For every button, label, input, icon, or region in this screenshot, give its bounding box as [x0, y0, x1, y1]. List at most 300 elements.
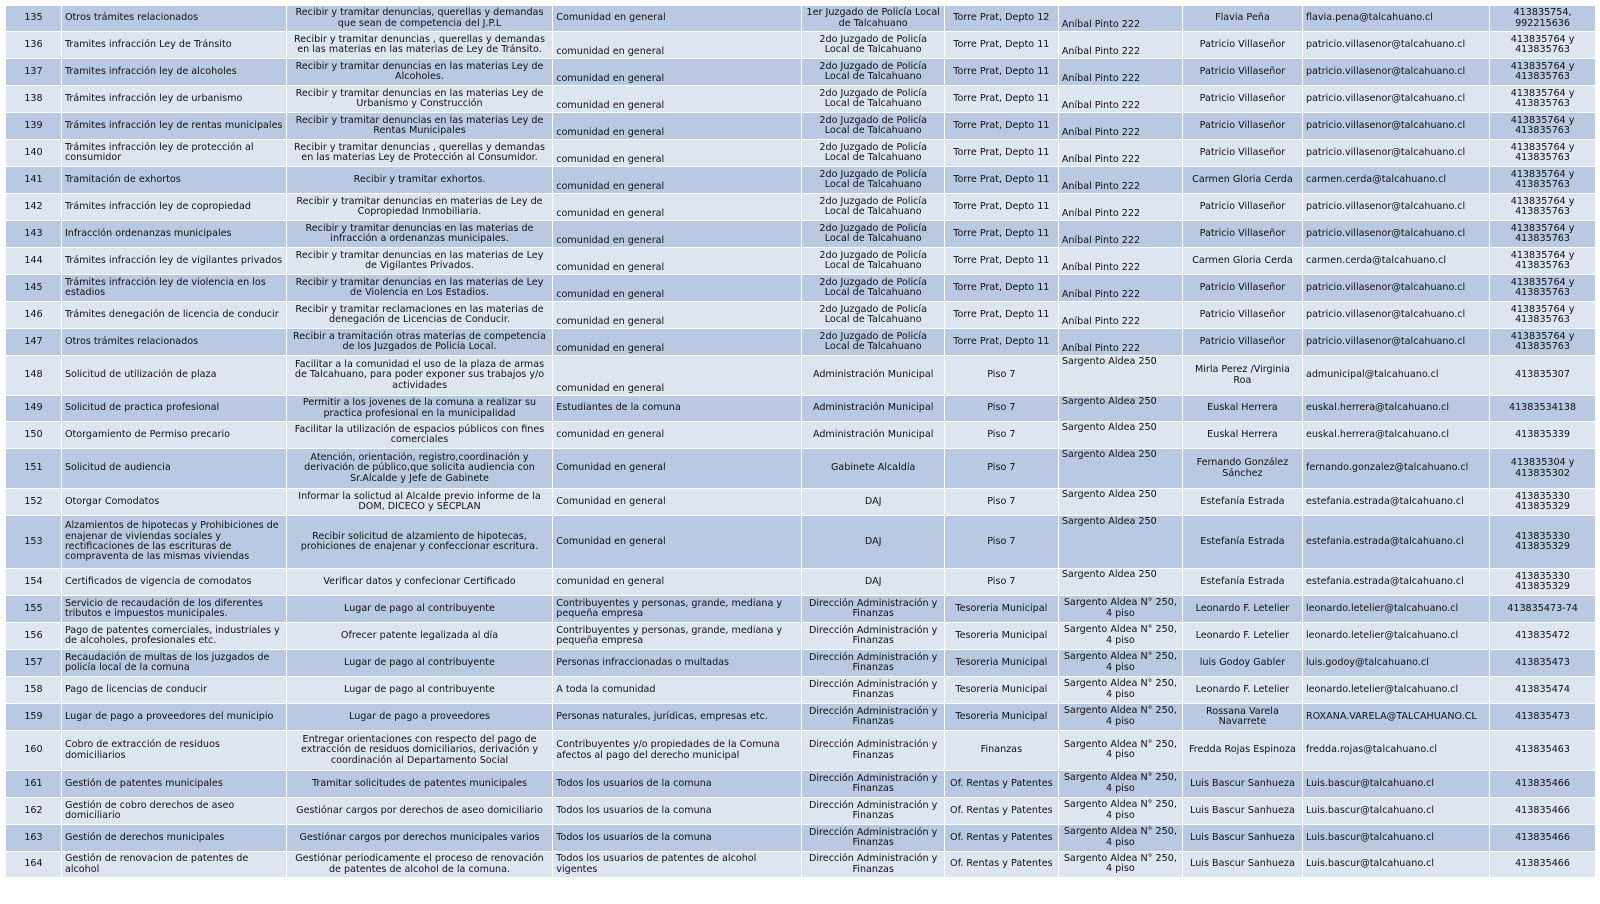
table-row	[6, 852, 1596, 878]
table-row	[6, 650, 1596, 677]
table-row	[6, 194, 1596, 221]
cell-row-number: 163	[6, 825, 62, 852]
cell-target-audience: comunidad en general	[553, 422, 802, 449]
cell-contact-email: patricio.villasenor@talcahuano.cl	[1302, 275, 1489, 302]
cell-contact-phone: 413835474	[1490, 677, 1596, 704]
cell-responsible-unit: DAJ	[802, 489, 944, 516]
cell-responsible-unit: 2do Juzgado de Policía Local de Talcahuano	[802, 329, 944, 356]
cell-target-audience: comunidad en general	[553, 194, 802, 221]
cell-contact-person: Flavia Peña	[1182, 6, 1302, 32]
table-row	[6, 516, 1596, 569]
cell-address: Sargento Aldea N° 250, 4 piso	[1058, 852, 1182, 878]
cell-row-number: 140	[6, 140, 62, 167]
cell-office-location: Torre Prat, Depto 11	[944, 221, 1058, 248]
cell-responsible-unit: DAJ	[802, 569, 944, 596]
cell-contact-email: estefania.estrada@talcahuano.cl	[1302, 489, 1489, 516]
cell-address: Sargento Aldea N° 250, 4 piso	[1058, 798, 1182, 825]
cell-procedure-name: Solicitud de utilización de plaza	[61, 356, 286, 396]
cell-contact-email: fredda.rojas@talcahuano.cl	[1302, 731, 1489, 771]
cell-contact-person: Patricio Villaseñor	[1182, 302, 1302, 329]
cell-office-location: Torre Prat, Depto 11	[944, 167, 1058, 194]
cell-procedure-description: Permitir a los jovenes de la comuna a realizar su practica profesional en la municipalidad	[286, 396, 553, 422]
cell-target-audience: comunidad en general	[553, 221, 802, 248]
cell-contact-email: Luis.bascur@talcahuano.cl	[1302, 852, 1489, 878]
cell-procedure-name: Otros trámites relacionados	[61, 6, 286, 32]
cell-address: Sargento Aldea 250	[1058, 449, 1182, 489]
cell-row-number: 152	[6, 489, 62, 516]
table-row	[6, 221, 1596, 248]
cell-target-audience: comunidad en general	[553, 86, 802, 113]
cell-responsible-unit: Dirección Administración y Finanzas	[802, 704, 944, 731]
cell-row-number: 139	[6, 113, 62, 140]
cell-procedure-name: Solicitud de audiencia	[61, 449, 286, 489]
cell-target-audience: comunidad en general	[553, 275, 802, 302]
cell-procedure-name: Trámites infracción ley de vigilantes privados	[61, 248, 286, 275]
cell-procedure-name: Trámites infracción ley de copropiedad	[61, 194, 286, 221]
cell-contact-phone: 413835754, 992215636	[1490, 6, 1596, 32]
cell-contact-phone: 413835764 y 413835763	[1490, 221, 1596, 248]
cell-address: Sargento Aldea 250	[1058, 356, 1182, 396]
cell-contact-phone: 413835473-74	[1490, 596, 1596, 623]
cell-address: Sargento Aldea N° 250, 4 piso	[1058, 825, 1182, 852]
cell-contact-email: estefania.estrada@talcahuano.cl	[1302, 569, 1489, 596]
cell-office-location: Piso 7	[944, 489, 1058, 516]
cell-contact-phone: 413835466	[1490, 771, 1596, 798]
cell-office-location: Torre Prat, Depto 11	[944, 329, 1058, 356]
cell-procedure-name: Trámites infracción ley de rentas municipales	[61, 113, 286, 140]
table-row	[6, 113, 1596, 140]
cell-procedure-name: Pago de patentes comerciales, industriales y de alcoholes, profesionales etc.	[61, 623, 286, 650]
cell-office-location: Tesoreria Municipal	[944, 677, 1058, 704]
cell-target-audience: Comunidad en general	[553, 449, 802, 489]
cell-responsible-unit: Dirección Administración y Finanzas	[802, 852, 944, 878]
cell-procedure-description: Lugar de pago a proveedores	[286, 704, 553, 731]
cell-contact-person: Luis Bascur Sanhueza	[1182, 771, 1302, 798]
cell-row-number: 142	[6, 194, 62, 221]
cell-contact-email: patricio.villasenor@talcahuano.cl	[1302, 113, 1489, 140]
cell-address: Aníbal Pinto 222	[1058, 32, 1182, 59]
cell-procedure-description: Recibir y tramitar denuncias en las materias de Ley de Vigilantes Privados.	[286, 248, 553, 275]
cell-contact-person: Patricio Villaseñor	[1182, 140, 1302, 167]
cell-target-audience: Contribuyentes y personas, grande, mediana y pequeña empresa	[553, 596, 802, 623]
cell-row-number: 137	[6, 59, 62, 86]
cell-row-number: 155	[6, 596, 62, 623]
cell-target-audience: comunidad en general	[553, 167, 802, 194]
cell-target-audience: Todos los usuarios de la comuna	[553, 798, 802, 825]
cell-contact-person: Leonardo F. Letelier	[1182, 623, 1302, 650]
cell-office-location: Torre Prat, Depto 11	[944, 140, 1058, 167]
cell-procedure-name: Cobro de extracción de residuos domiciliarios	[61, 731, 286, 771]
cell-procedure-name: Tramites infracción Ley de Tránsito	[61, 32, 286, 59]
table-row	[6, 356, 1596, 396]
cell-office-location: Tesoreria Municipal	[944, 623, 1058, 650]
cell-contact-phone: 413835764 y 413835763	[1490, 59, 1596, 86]
cell-row-number: 158	[6, 677, 62, 704]
cell-procedure-name: Servicio de recaudación de los diferentes tributos e impuestos municipales.	[61, 596, 286, 623]
cell-procedure-name: Gestión de renovacion de patentes de alcohol	[61, 852, 286, 878]
cell-row-number: 161	[6, 771, 62, 798]
cell-row-number: 146	[6, 302, 62, 329]
cell-contact-email: carmen.cerda@talcahuano.cl	[1302, 167, 1489, 194]
table-row	[6, 32, 1596, 59]
cell-procedure-name: Gestión de derechos municipales	[61, 825, 286, 852]
cell-address: Sargento Aldea 250	[1058, 489, 1182, 516]
table-row	[6, 677, 1596, 704]
cell-target-audience: A toda la comunidad	[553, 677, 802, 704]
cell-contact-phone: 413835764 y 413835763	[1490, 302, 1596, 329]
cell-responsible-unit: 2do Juzgado de Policía Local de Talcahuano	[802, 113, 944, 140]
cell-responsible-unit: Dirección Administración y Finanzas	[802, 677, 944, 704]
cell-row-number: 138	[6, 86, 62, 113]
cell-procedure-name: Trámites infracción ley de urbanismo	[61, 86, 286, 113]
table-row	[6, 704, 1596, 731]
cell-address: Aníbal Pinto 222	[1058, 167, 1182, 194]
table-row	[6, 489, 1596, 516]
table-row	[6, 569, 1596, 596]
cell-contact-email: luis.godoy@talcahuano.cl	[1302, 650, 1489, 677]
cell-target-audience: comunidad en general	[553, 302, 802, 329]
cell-address: Sargento Aldea N° 250, 4 piso	[1058, 771, 1182, 798]
cell-address: Sargento Aldea 250	[1058, 422, 1182, 449]
cell-target-audience: Todos los usuarios de la comuna	[553, 825, 802, 852]
cell-contact-phone: 413835764 y 413835763	[1490, 248, 1596, 275]
cell-procedure-description: Recibir y tramitar denuncias en las materias Ley de Rentas Municipales	[286, 113, 553, 140]
cell-office-location: Torre Prat, Depto 11	[944, 113, 1058, 140]
cell-target-audience: comunidad en general	[553, 356, 802, 396]
cell-address: Sargento Aldea N° 250, 4 piso	[1058, 650, 1182, 677]
cell-responsible-unit: 2do Juzgado de Policía Local de Talcahuano	[802, 86, 944, 113]
cell-contact-email: Luis.bascur@talcahuano.cl	[1302, 798, 1489, 825]
cell-responsible-unit: Administración Municipal	[802, 356, 944, 396]
cell-contact-phone: 413835764 y 413835763	[1490, 329, 1596, 356]
cell-address: Sargento Aldea N° 250, 4 piso	[1058, 623, 1182, 650]
cell-contact-email: leonardo.letelier@talcahuano.cl	[1302, 677, 1489, 704]
cell-contact-phone: 413835466	[1490, 852, 1596, 878]
cell-address: Aníbal Pinto 222	[1058, 113, 1182, 140]
cell-contact-email: patricio.villasenor@talcahuano.cl	[1302, 86, 1489, 113]
cell-contact-phone: 413835764 y 413835763	[1490, 194, 1596, 221]
cell-procedure-name: Trámites infracción ley de violencia en los estadios	[61, 275, 286, 302]
cell-target-audience: Estudiantes de la comuna	[553, 396, 802, 422]
cell-procedure-name: Certificados de vigencia de comodatos	[61, 569, 286, 596]
cell-office-location: Torre Prat, Depto 11	[944, 302, 1058, 329]
table-row	[6, 167, 1596, 194]
cell-target-audience: comunidad en general	[553, 140, 802, 167]
cell-contact-person: Patricio Villaseñor	[1182, 329, 1302, 356]
cell-contact-person: Rossana Varela Navarrete	[1182, 704, 1302, 731]
cell-contact-email: patricio.villasenor@talcahuano.cl	[1302, 302, 1489, 329]
cell-row-number: 136	[6, 32, 62, 59]
table-row	[6, 771, 1596, 798]
cell-procedure-description: Recibir y tramitar reclamaciones en las materias de denegación de Licencias de Conducir.	[286, 302, 553, 329]
cell-contact-person: Leonardo F. Letelier	[1182, 596, 1302, 623]
cell-address: Aníbal Pinto 222	[1058, 248, 1182, 275]
cell-contact-person: Patricio Villaseñor	[1182, 194, 1302, 221]
cell-row-number: 144	[6, 248, 62, 275]
cell-responsible-unit: Dirección Administración y Finanzas	[802, 798, 944, 825]
cell-responsible-unit: 2do Juzgado de Policía Local de Talcahuano	[802, 248, 944, 275]
cell-target-audience: Personas infraccionadas o multadas	[553, 650, 802, 677]
cell-contact-person: Carmen Gloria Cerda	[1182, 167, 1302, 194]
cell-row-number: 162	[6, 798, 62, 825]
cell-office-location: Tesoreria Municipal	[944, 650, 1058, 677]
cell-office-location: Torre Prat, Depto 11	[944, 248, 1058, 275]
cell-procedure-name: Otorgamiento de Permiso precario	[61, 422, 286, 449]
table-row	[6, 275, 1596, 302]
cell-target-audience: comunidad en general	[553, 569, 802, 596]
cell-contact-person: Patricio Villaseñor	[1182, 221, 1302, 248]
cell-row-number: 159	[6, 704, 62, 731]
cell-row-number: 149	[6, 396, 62, 422]
cell-procedure-name: Gestión de patentes municipales	[61, 771, 286, 798]
cell-row-number: 153	[6, 516, 62, 569]
cell-row-number: 147	[6, 329, 62, 356]
cell-office-location: Torre Prat, Depto 11	[944, 275, 1058, 302]
cell-address: Sargento Aldea N° 250, 4 piso	[1058, 731, 1182, 771]
cell-contact-phone: 413835307	[1490, 356, 1596, 396]
cell-responsible-unit: Dirección Administración y Finanzas	[802, 650, 944, 677]
table-row	[6, 731, 1596, 771]
cell-office-location: Tesoreria Municipal	[944, 704, 1058, 731]
cell-responsible-unit: 2do Juzgado de Policía Local de Talcahuano	[802, 167, 944, 194]
cell-responsible-unit: 2do Juzgado de Policía Local de Talcahuano	[802, 194, 944, 221]
cell-office-location: Torre Prat, Depto 11	[944, 86, 1058, 113]
cell-contact-email: carmen.cerda@talcahuano.cl	[1302, 248, 1489, 275]
cell-procedure-description: Recibir y tramitar denuncias , querellas y demandas en las materias Ley de Protección al Consumidor.	[286, 140, 553, 167]
table-row	[6, 329, 1596, 356]
cell-responsible-unit: 2do Juzgado de Policía Local de Talcahuano	[802, 32, 944, 59]
cell-procedure-description: Gestiónar cargos por derechos municipales varios	[286, 825, 553, 852]
cell-address: Sargento Aldea N° 250, 4 piso	[1058, 704, 1182, 731]
cell-procedure-description: Recibir y tramitar denuncias en materias de Ley de Copropiedad Inmobiliaria.	[286, 194, 553, 221]
cell-contact-email: patricio.villasenor@talcahuano.cl	[1302, 59, 1489, 86]
cell-contact-person: Luis Bascur Sanhueza	[1182, 825, 1302, 852]
cell-office-location: Torre Prat, Depto 11	[944, 59, 1058, 86]
cell-office-location: Piso 7	[944, 569, 1058, 596]
cell-procedure-description: Gestiónar cargos por derechos de aseo domiciliario	[286, 798, 553, 825]
cell-procedure-name: Trámites infracción ley de protección al consumidor	[61, 140, 286, 167]
cell-contact-phone: 413835463	[1490, 731, 1596, 771]
cell-contact-phone: 413835466	[1490, 825, 1596, 852]
cell-procedure-description: Recibir y tramitar denuncias en las materias de infracción a ordenanzas municipales.	[286, 221, 553, 248]
cell-address: Sargento Aldea N° 250, 4 piso	[1058, 677, 1182, 704]
cell-procedure-description: Recibir y tramitar exhortos.	[286, 167, 553, 194]
cell-contact-person: Estefanía Estrada	[1182, 569, 1302, 596]
cell-procedure-description: Lugar de pago al contribuyente	[286, 650, 553, 677]
cell-target-audience: Contribuyentes y/o propiedades de la Comuna afectos al pago del derecho municipal	[553, 731, 802, 771]
cell-responsible-unit: 1er Juzgado de Policía Local de Talcahuano	[802, 6, 944, 32]
cell-procedure-description: Recibir y tramitar denuncias en las materias Ley de Alcoholes.	[286, 59, 553, 86]
cell-procedure-description: Ofrecer patente legalizada al día	[286, 623, 553, 650]
cell-responsible-unit: 2do Juzgado de Policía Local de Talcahuano	[802, 221, 944, 248]
cell-target-audience: Comunidad en general	[553, 489, 802, 516]
cell-address: Aníbal Pinto 222	[1058, 59, 1182, 86]
cell-contact-person: Leonardo F. Letelier	[1182, 677, 1302, 704]
cell-procedure-name: Infracción ordenanzas municipales	[61, 221, 286, 248]
cell-office-location: Piso 7	[944, 449, 1058, 489]
cell-procedure-name: Solicitud de practica profesional	[61, 396, 286, 422]
cell-procedure-description: Gestiónar periodicamente el proceso de renovación de patentes de alcohol de la comuna.	[286, 852, 553, 878]
cell-office-location: Piso 7	[944, 516, 1058, 569]
cell-procedure-name: Lugar de pago a proveedores del municipio	[61, 704, 286, 731]
cell-contact-email: fernando.gonzalez@talcahuano.cl	[1302, 449, 1489, 489]
cell-procedure-name: Otorgar Comodatos	[61, 489, 286, 516]
cell-procedure-description: Recibir y tramitar denuncias en las materias de Ley de Violencia en Los Estadios.	[286, 275, 553, 302]
cell-contact-phone: 413835473	[1490, 650, 1596, 677]
cell-target-audience: Contribuyentes y personas, grande, mediana y pequeña empresa	[553, 623, 802, 650]
cell-procedure-description: Recibir y tramitar denuncias, querellas y demandas que sean de competencia del J.P.L	[286, 6, 553, 32]
table-row	[6, 59, 1596, 86]
cell-responsible-unit: DAJ	[802, 516, 944, 569]
cell-target-audience: Personas naturales, jurídicas, empresas etc.	[553, 704, 802, 731]
cell-contact-phone: 413835764 y 413835763	[1490, 275, 1596, 302]
table-row	[6, 396, 1596, 422]
cell-contact-person: luis Godoy Gabler	[1182, 650, 1302, 677]
cell-address: Aníbal Pinto 222	[1058, 302, 1182, 329]
cell-procedure-description: Recibir y tramitar denuncias en las materias Ley de Urbanismo y Construcción	[286, 86, 553, 113]
cell-address: Aníbal Pinto 222	[1058, 140, 1182, 167]
cell-contact-phone: 413835466	[1490, 798, 1596, 825]
cell-procedure-name: Otros trámites relacionados	[61, 329, 286, 356]
cell-procedure-description: Entregar orientaciones con respecto del pago de extracción de residuos domiciliarios, derivación y coordinación al Departamento Social	[286, 731, 553, 771]
cell-address: Aníbal Pinto 222	[1058, 6, 1182, 32]
cell-contact-email: Luis.bascur@talcahuano.cl	[1302, 825, 1489, 852]
table-row	[6, 86, 1596, 113]
cell-responsible-unit: Administración Municipal	[802, 422, 944, 449]
cell-contact-email: leonardo.letelier@talcahuano.cl	[1302, 596, 1489, 623]
cell-procedure-name: Gestión de cobro derechos de aseo domiciliario	[61, 798, 286, 825]
cell-office-location: Torre Prat, Depto 12	[944, 6, 1058, 32]
cell-address: Aníbal Pinto 222	[1058, 194, 1182, 221]
cell-target-audience: Todos los usuarios de la comuna	[553, 771, 802, 798]
cell-responsible-unit: 2do Juzgado de Policía Local de Talcahuano	[802, 302, 944, 329]
cell-responsible-unit: Dirección Administración y Finanzas	[802, 596, 944, 623]
cell-contact-email: flavia.pena@talcahuano.cl	[1302, 6, 1489, 32]
cell-target-audience: Comunidad en general	[553, 6, 802, 32]
cell-office-location: Tesoreria Municipal	[944, 596, 1058, 623]
cell-responsible-unit: Dirección Administración y Finanzas	[802, 623, 944, 650]
cell-contact-phone: 413835304 y 413835302	[1490, 449, 1596, 489]
procedures-table-container	[5, 5, 1596, 878]
cell-contact-email: patricio.villasenor@talcahuano.cl	[1302, 140, 1489, 167]
cell-contact-email: leonardo.letelier@talcahuano.cl	[1302, 623, 1489, 650]
cell-row-number: 160	[6, 731, 62, 771]
cell-procedure-name: Tramitación de exhortos	[61, 167, 286, 194]
cell-responsible-unit: 2do Juzgado de Policía Local de Talcahuano	[802, 59, 944, 86]
cell-office-location: Of. Rentas y Patentes	[944, 771, 1058, 798]
cell-contact-person: Euskal Herrera	[1182, 396, 1302, 422]
cell-contact-phone: 413835330 413835329	[1490, 516, 1596, 569]
cell-contact-person: Patricio Villaseñor	[1182, 59, 1302, 86]
table-row	[6, 422, 1596, 449]
cell-target-audience: comunidad en general	[553, 248, 802, 275]
cell-target-audience: comunidad en general	[553, 329, 802, 356]
cell-contact-email: euskal.herrera@talcahuano.cl	[1302, 422, 1489, 449]
cell-contact-person: Patricio Villaseñor	[1182, 113, 1302, 140]
cell-row-number: 141	[6, 167, 62, 194]
table-row	[6, 449, 1596, 489]
cell-procedure-name: Trámites denegación de licencia de conducir	[61, 302, 286, 329]
cell-procedure-name: Pago de licencias de conducir	[61, 677, 286, 704]
cell-procedure-description: Lugar de pago al contribuyente	[286, 596, 553, 623]
cell-contact-email: patricio.villasenor@talcahuano.cl	[1302, 32, 1489, 59]
cell-procedure-description: Recibir solicitud de alzamiento de hipotecas, prohiciones de enajenar y confeccionar escritura.	[286, 516, 553, 569]
cell-contact-phone: 413835764 y 413835763	[1490, 86, 1596, 113]
cell-office-location: Of. Rentas y Patentes	[944, 798, 1058, 825]
cell-contact-person: Luis Bascur Sanhueza	[1182, 852, 1302, 878]
cell-contact-phone: 413835339	[1490, 422, 1596, 449]
cell-target-audience: Todos los usuarios de patentes de alcohol vigentes	[553, 852, 802, 878]
cell-contact-email: patricio.villasenor@talcahuano.cl	[1302, 329, 1489, 356]
cell-contact-person: Patricio Villaseñor	[1182, 32, 1302, 59]
cell-row-number: 156	[6, 623, 62, 650]
cell-office-location: Piso 7	[944, 422, 1058, 449]
cell-contact-person: Patricio Villaseñor	[1182, 275, 1302, 302]
cell-contact-person: Patricio Villaseñor	[1182, 86, 1302, 113]
cell-contact-person: Mirla Perez /Virginia Roa	[1182, 356, 1302, 396]
cell-office-location: Torre Prat, Depto 11	[944, 194, 1058, 221]
table-row	[6, 798, 1596, 825]
cell-contact-email: ROXANA.VARELA@TALCAHUANO.CL	[1302, 704, 1489, 731]
cell-procedure-description: Recibir a tramitación otras materias de competencia de los Juzgados de Policía Local.	[286, 329, 553, 356]
cell-target-audience: Comunidad en general	[553, 516, 802, 569]
cell-contact-person: Estefanía Estrada	[1182, 489, 1302, 516]
table-row	[6, 623, 1596, 650]
cell-contact-person: Fernando González Sánchez	[1182, 449, 1302, 489]
cell-responsible-unit: Gabinete Alcaldía	[802, 449, 944, 489]
cell-address: Sargento Aldea 250	[1058, 396, 1182, 422]
cell-contact-phone: 41383534138	[1490, 396, 1596, 422]
cell-row-number: 164	[6, 852, 62, 878]
cell-procedure-description: Facilitar a la comunidad el uso de la plaza de armas de Talcahuano, para poder exponer sus trabajos y/o actividades	[286, 356, 553, 396]
table-row	[6, 825, 1596, 852]
cell-row-number: 157	[6, 650, 62, 677]
cell-procedure-name: Recaudación de multas de los juzgados de policía local de la comuna	[61, 650, 286, 677]
cell-row-number: 148	[6, 356, 62, 396]
cell-contact-phone: 413835473	[1490, 704, 1596, 731]
cell-address: Aníbal Pinto 222	[1058, 86, 1182, 113]
cell-responsible-unit: Dirección Administración y Finanzas	[802, 731, 944, 771]
cell-address: Sargento Aldea N° 250, 4 piso	[1058, 596, 1182, 623]
cell-responsible-unit: 2do Juzgado de Policía Local de Talcahuano	[802, 140, 944, 167]
table-row	[6, 302, 1596, 329]
cell-address: Aníbal Pinto 222	[1058, 329, 1182, 356]
cell-responsible-unit: Dirección Administración y Finanzas	[802, 771, 944, 798]
cell-procedure-description: Verificar datos y confecionar Certificado	[286, 569, 553, 596]
cell-contact-email: admunicipal@talcahuano.cl	[1302, 356, 1489, 396]
cell-address: Aníbal Pinto 222	[1058, 221, 1182, 248]
table-body	[6, 6, 1596, 878]
cell-target-audience: comunidad en general	[553, 59, 802, 86]
cell-address: Sargento Aldea 250	[1058, 516, 1182, 569]
cell-procedure-name: Alzamientos de hipotecas y Prohibiciones de enajenar de viviendas sociales y rectificaciones de las escrituras de compraventa de las mismas viviendas	[61, 516, 286, 569]
cell-row-number: 145	[6, 275, 62, 302]
cell-office-location: Of. Rentas y Patentes	[944, 825, 1058, 852]
cell-row-number: 143	[6, 221, 62, 248]
cell-contact-email: patricio.villasenor@talcahuano.cl	[1302, 221, 1489, 248]
cell-office-location: Torre Prat, Depto 11	[944, 32, 1058, 59]
cell-contact-person: Euskal Herrera	[1182, 422, 1302, 449]
cell-row-number: 135	[6, 6, 62, 32]
cell-office-location: Piso 7	[944, 396, 1058, 422]
cell-row-number: 154	[6, 569, 62, 596]
cell-procedure-description: Atención, orientación, registro,coordinación y derivación de público,que solicita audiencia con Sr.Alcalde y Jefe de Gabinete	[286, 449, 553, 489]
cell-contact-phone: 413835330 413835329	[1490, 489, 1596, 516]
cell-contact-phone: 413835764 y 413835763	[1490, 167, 1596, 194]
cell-office-location: Of. Rentas y Patentes	[944, 852, 1058, 878]
cell-target-audience: comunidad en general	[553, 113, 802, 140]
cell-target-audience: comunidad en general	[553, 32, 802, 59]
